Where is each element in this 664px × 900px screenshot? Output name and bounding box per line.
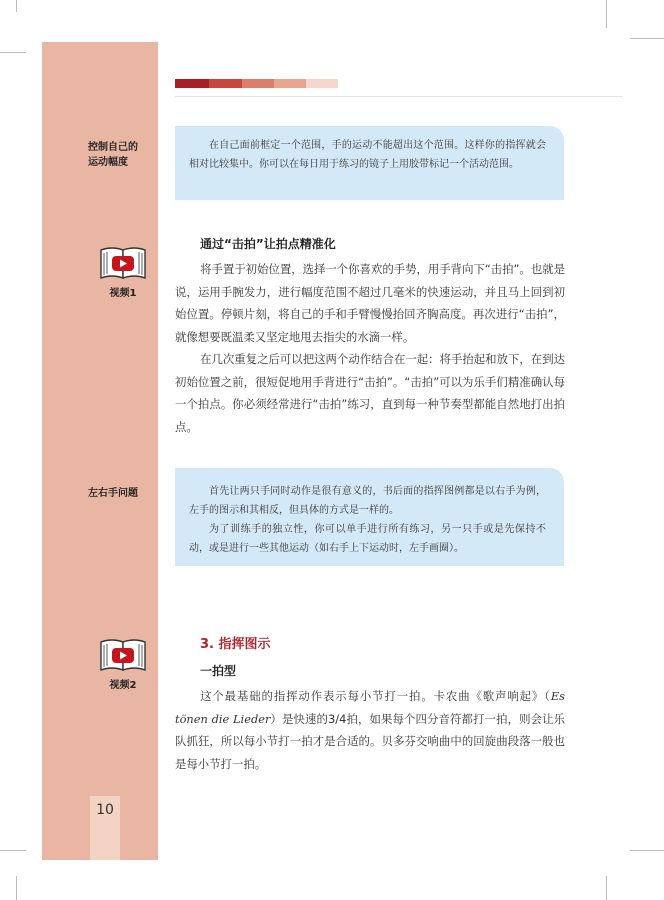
body-paragraph bbox=[175, 685, 565, 775]
header-bar-segment bbox=[274, 79, 306, 88]
body-paragraph: 在几次重复之后可以把这两个动作结合在一起：将手抬起和放下，在到达初始位置之前，很短促地用手背进行“击拍”。“击拍”可以为乐手们精准确认每一个拍点。你必须经常进行“击拍”练习，直到每一种节奏型都能自然地打出拍点。 bbox=[175, 352, 565, 434]
body-text-end: ）是快速的3/4拍，如果每个四分音符都打一拍，则会让乐队抓狂，所以每小节打一拍才是合适的。贝多芬交响曲中的回旋曲段落一般也是每小节打一拍。 bbox=[175, 711, 565, 771]
crop-mark bbox=[606, 876, 607, 900]
note-text: 在自己面前框定一个范围，手的运动不能超出这个范围。这样你的指挥就会相对比较集中。你可以在每日用于练习的镜子上用胶带标记一个活动范围。 bbox=[189, 140, 546, 170]
body-text-start: 这个最基础的指挥动作表示每小节打一拍。卡农曲《歌声响起》（ bbox=[200, 689, 551, 703]
crop-mark bbox=[16, 0, 17, 12]
header-bar-segment bbox=[242, 79, 274, 88]
crop-mark bbox=[0, 52, 26, 53]
crop-mark bbox=[630, 850, 664, 851]
section-body-beat bbox=[175, 258, 565, 438]
crop-mark bbox=[0, 850, 26, 851]
video-label-1[interactable]: 视频1 bbox=[109, 288, 137, 299]
book-video-icon[interactable] bbox=[98, 244, 148, 280]
side-label-range: 控制自己的 运动幅度 bbox=[88, 142, 138, 168]
book-video-icon[interactable] bbox=[98, 636, 148, 672]
header-bar-segment bbox=[175, 79, 209, 88]
note-text: 首先让两只手同时动作是很有意义的，书后面的指挥图例都是以右手为例，左手的图示和其相反，但具体的方式是一样的。 bbox=[189, 486, 546, 516]
note-box-range bbox=[175, 126, 564, 200]
crop-mark bbox=[16, 876, 17, 900]
note-box-hands bbox=[175, 468, 564, 566]
section-heading-beat: 通过“击拍”让拍点精准化 bbox=[200, 237, 336, 251]
section-body-one-beat bbox=[175, 685, 565, 775]
page-number: 10 bbox=[96, 802, 114, 818]
side-label-hands: 左右手问题 bbox=[88, 488, 138, 499]
header-bar-segment bbox=[306, 79, 338, 88]
crop-mark bbox=[606, 0, 607, 28]
crop-mark bbox=[630, 38, 664, 39]
header-rule bbox=[175, 96, 623, 97]
video-label-2[interactable]: 视频2 bbox=[109, 680, 137, 691]
subheading-one-beat: 一拍型 bbox=[200, 664, 237, 678]
section-title-3: 3. 指挥图示 bbox=[200, 637, 271, 652]
header-bar-segment bbox=[209, 79, 242, 88]
note-text: 为了训练手的独立性，你可以单手进行所有练习，另一只手或是先保持不动，或是进行一些其他运动（如右手上下运动时，左手画圈）。 bbox=[189, 524, 546, 554]
song-title-german: Es tönen die Lieder bbox=[175, 689, 565, 726]
body-paragraph: 将手置于初始位置，选择一个你喜欢的手势，用手背向下“击拍”。也就是说，运用手腕发力，进行幅度范围不超过几毫米的快速运动，并且马上回到初始位置。停顿片刻，将自己的手和手臂慢慢抬回齐胸高度。再次进行“击拍”，就像想要既温柔又坚定地甩去指尖的水滴一样。 bbox=[175, 262, 565, 344]
